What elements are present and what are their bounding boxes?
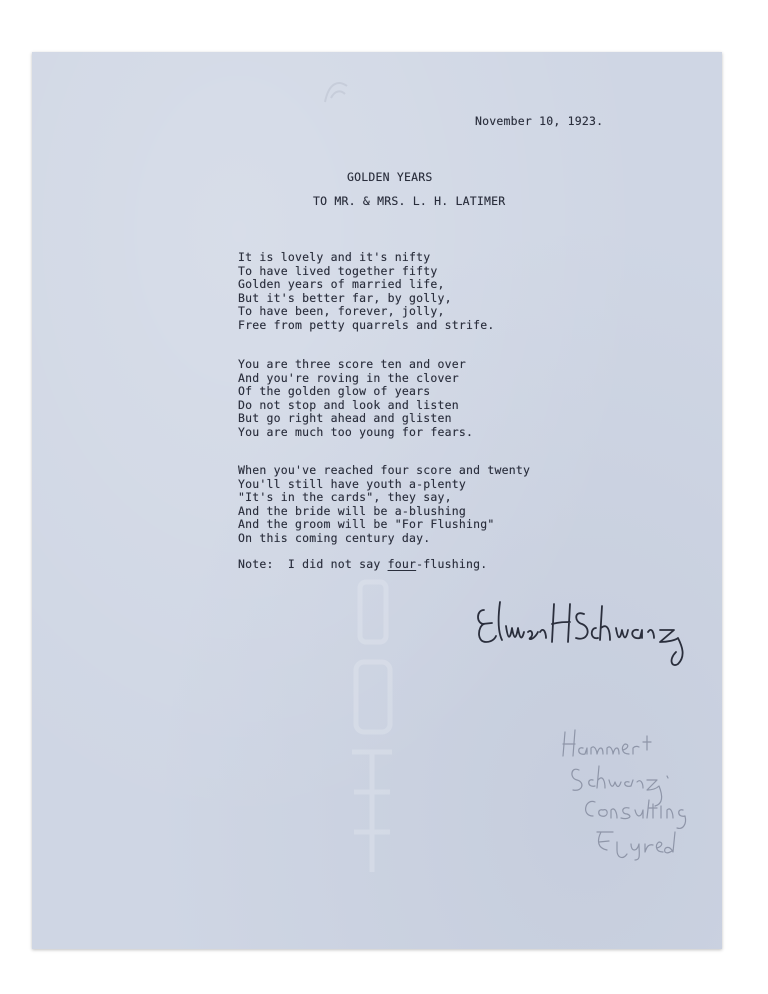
poem-stanza: It is lovely and it's nifty To have lived together fifty Golden years of married life, But it's better far, by golly, To have been, forever, jolly, Free from petty quarrels and strife. bbox=[238, 250, 495, 332]
poem-stanza: You are three score ten and over And you're roving in the clover Of the golden glow of years Do not stop and look and listen But go right ahead and glisten You are much too young for fears. bbox=[238, 357, 474, 439]
handwritten-signature bbox=[472, 592, 702, 672]
poem-stanza: When you've reached four score and twenty You'll still have youth a-plenty "It's in the cards", they say, And the bride will be a-blushing And the groom will be "For Flushing" On this coming century day. bbox=[238, 463, 531, 545]
note-underlined-word: four bbox=[387, 557, 417, 571]
poem-dedication: TO MR. & MRS. L. H. LATIMER bbox=[313, 194, 506, 208]
pencil-annotation bbox=[557, 722, 707, 862]
note-suffix: -flushing. bbox=[416, 557, 488, 571]
letter-page bbox=[32, 52, 722, 949]
postscript-note bbox=[238, 557, 487, 571]
bleed-through-mark bbox=[317, 72, 357, 112]
poem-title: GOLDEN YEARS bbox=[347, 170, 433, 184]
note-prefix: Note: I did not say bbox=[238, 557, 388, 571]
letter-date: November 10, 1923. bbox=[475, 114, 604, 128]
watermark bbox=[332, 572, 412, 892]
